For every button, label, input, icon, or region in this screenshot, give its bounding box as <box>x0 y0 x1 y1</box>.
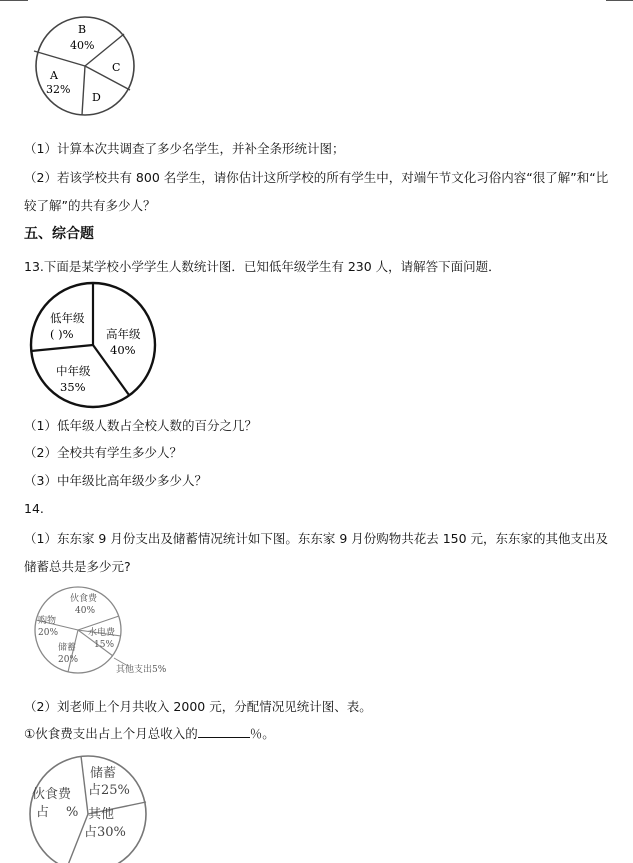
q13-mid-value: 35% <box>60 380 86 394</box>
q14-number: 14. <box>24 501 44 516</box>
q14-savings-label: 储蓄 <box>58 643 77 653</box>
top-left-mark <box>0 0 28 1</box>
q13-sub1: （1）低年级人数占全校人数的百分之几？ <box>24 418 257 433</box>
pie-chart-grades <box>26 278 160 412</box>
q13-sub2: （2）全校共有学生多少人？ <box>24 445 182 460</box>
q14-food-label: 伙食费 <box>70 594 98 604</box>
answer-blank[interactable] <box>198 727 250 738</box>
pie1-label-d: D <box>92 91 101 104</box>
q14-sub1-line1: （1）东东家 9 月份支出及储蓄情况统计如下图。东东家 9 月份购物共花去 150 元，东东家的其他支出及 <box>24 531 609 546</box>
top-right-mark <box>606 0 633 1</box>
pie-chart-abcd <box>30 5 140 117</box>
q14-shopping-value: 20% <box>38 628 59 638</box>
pie1-value-b: 40% <box>70 39 95 52</box>
q14-sub2-item1 <box>24 724 275 742</box>
q14-sub1-line2: 储蓄总共是多少元? <box>24 559 131 574</box>
pie1-label-b: B <box>78 23 87 36</box>
q14-pie2-savings-label: 储蓄 <box>90 766 117 781</box>
pie1-value-a: 32% <box>46 83 71 96</box>
q14-sub2-item1-suffix: ％。 <box>249 726 275 741</box>
pie-chart-income <box>26 752 150 863</box>
q14-savings-value: 20% <box>58 655 79 665</box>
q14-utilities-value: 15% <box>94 640 115 650</box>
q14-pie2-other-value: 占30% <box>84 825 126 840</box>
q14-utilities-label: 水电费 <box>88 628 116 638</box>
q13-mid-label: 中年级 <box>56 364 91 378</box>
q14-pie2-food-prefix: 占 <box>36 805 50 820</box>
pie1-label-a: A <box>50 69 58 82</box>
q13-low-value: ( )% <box>50 327 74 341</box>
q14-other-label: 其他支出5% <box>116 665 167 675</box>
q14-food-value: 40% <box>75 606 96 616</box>
pie1-label-c: C <box>112 61 121 74</box>
section-five-title: 五、综合题 <box>24 226 94 242</box>
q13-high-value: 40% <box>110 343 136 357</box>
q13-sub3: （3）中年级比高年级少多少人？ <box>24 473 207 488</box>
q14-pie2-food-suffix: % <box>66 805 79 820</box>
q13-stem: 13.下面是某学校小学学生人数统计图．已知低年级学生有 230 人，请解答下面问题． <box>24 259 501 274</box>
q13-low-label: 低年级 <box>50 311 85 325</box>
q14-sub2: （2）刘老师上个月共收入 2000 元，分配情况见统计图、表。 <box>24 699 372 714</box>
pie-chart-expenses <box>28 584 168 676</box>
q14-sub2-item1-prefix: ①伙食费支出占上个月总收入的 <box>24 726 198 741</box>
q12-part2-line2: 较了解”的共有多少人？ <box>24 198 156 213</box>
q14-pie2-savings-value: 占25% <box>88 783 130 798</box>
q13-high-label: 高年级 <box>106 327 141 341</box>
q14-shopping-label: 购物 <box>38 616 57 626</box>
q14-pie2-food-label: 伙食费 <box>32 787 72 802</box>
q14-pie2-other-label: 其他 <box>88 807 115 822</box>
q12-part2-line1: （2）若该学校共有 800 名学生，请你估计这所学校的所有学生中，对端午节文化习俗内容“很了解”和“比 <box>24 170 609 185</box>
q12-part1: （1）计算本次共调查了多少名学生，并补全条形统计图； <box>24 141 345 156</box>
